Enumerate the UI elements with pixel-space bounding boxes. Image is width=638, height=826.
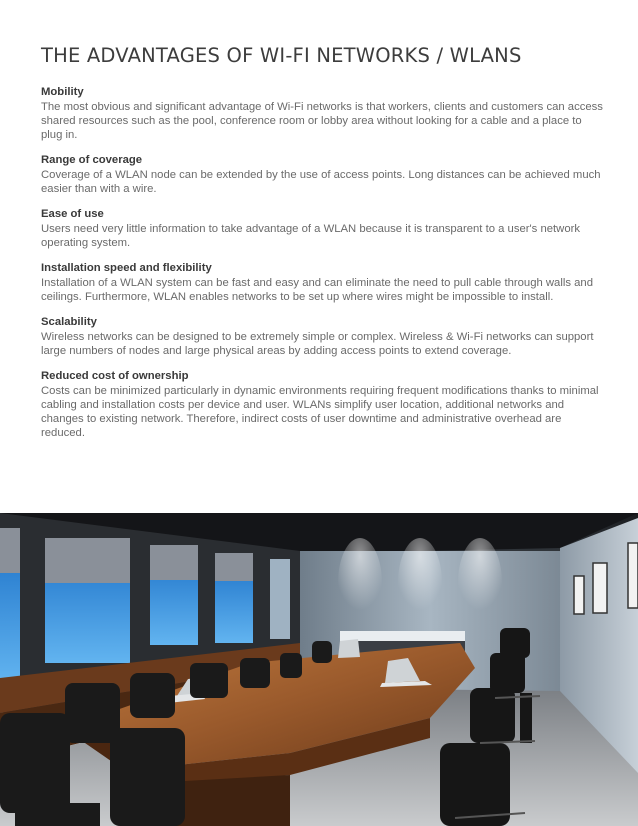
section-body: Costs can be minimized particularly in dynamic environments requiring frequent modifications thanks to minimal cabling and installation costs per device and user. WLANs simplify user location, additional networks and changes to existing network. Therefore, indirect costs of user downtime and administrative overhead are reduced.: [41, 385, 599, 439]
advantages-list: [41, 85, 606, 451]
section-heading: Mobility: [41, 86, 84, 98]
section-heading: Reduced cost of ownership: [41, 370, 189, 383]
section-ease-of-use: [41, 207, 606, 251]
section-body: Installation of a WLAN system can be fast and easy and can eliminate the need to pull cable through walls and ceilings. Furthermore, WLAN enables networks to be set up where wires might be impossible to install.: [41, 277, 593, 303]
section-heading: Scalability: [41, 316, 97, 329]
page-title: THE ADVANTAGES OF WI-FI NETWORKS / WLANS: [41, 44, 522, 67]
section-mobility: [41, 85, 606, 142]
section-body: Wireless networks can be designed to be extremely simple or complex. Wireless & Wi-Fi networks can support large numbers of nodes and large physical areas by adding access points to extend coverage.: [41, 331, 594, 357]
section-heading: Installation speed and flexibility: [41, 262, 212, 275]
section-body: The most obvious and significant advantage of Wi-Fi networks is that workers, clients and customers can access shared resources such as the pool, conference room or lobby area without looking for a cable and a place to plug in.: [41, 101, 603, 141]
section-body: Users need very little information to take advantage of a WLAN because it is transparent to a user's network operating system.: [41, 222, 581, 249]
section-heading: Range of coverage: [41, 153, 143, 166]
section-heading: Ease of use: [41, 207, 104, 220]
conference-room-photo: [0, 513, 638, 826]
section-body: Coverage of a WLAN node can be extended by the use of access points. Long distances can be achieved much easier than with a wire.: [41, 168, 601, 195]
section-reduced-cost: [41, 369, 606, 440]
section-installation-speed: [41, 261, 606, 305]
section-range-of-coverage: [41, 153, 606, 197]
section-scalability: [41, 315, 606, 359]
